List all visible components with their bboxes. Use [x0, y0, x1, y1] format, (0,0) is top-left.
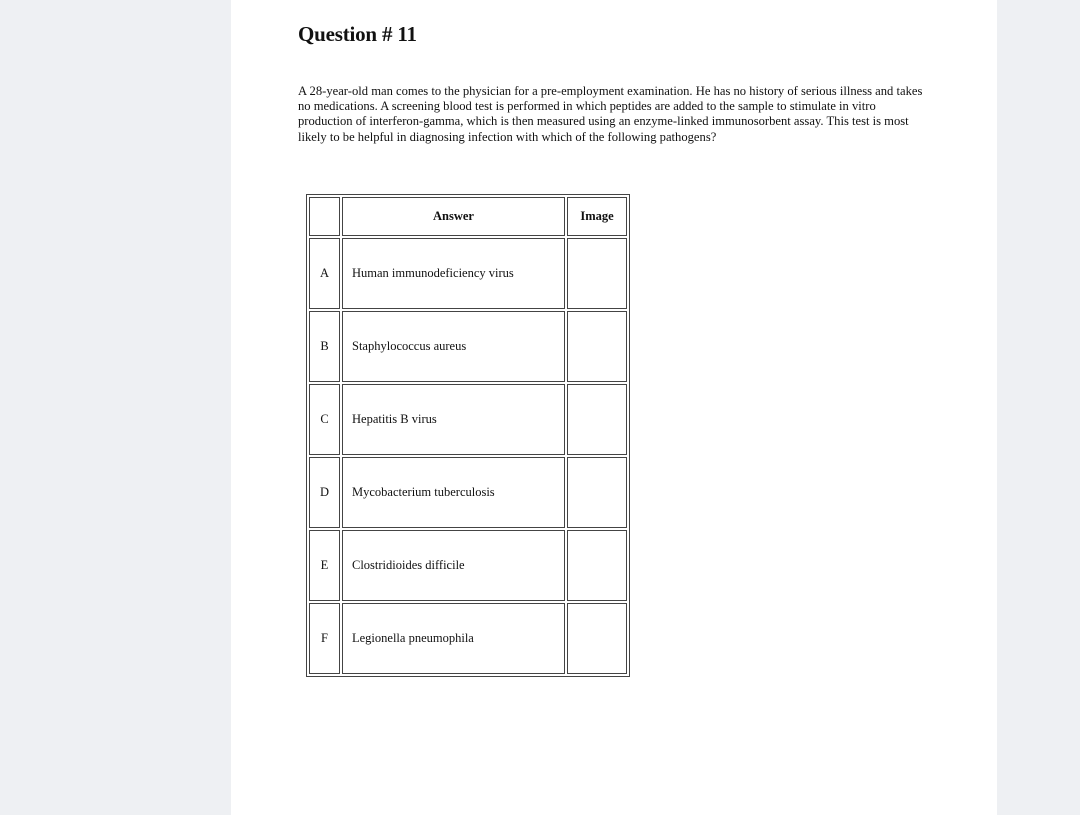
option-image [567, 311, 627, 382]
option-image [567, 530, 627, 601]
header-letter [309, 197, 340, 236]
answer-row-f[interactable] [309, 603, 627, 674]
question-text: A 28-year-old man comes to the physician for a pre-employment examination. He has no history of serious illness and takes no medications. A screening blood test is performed in which peptides are added to the sample to stimulate in vitro production of interferon-gamma, which is then measured using an enzyme-linked immunosorbent assay. This test is most likely to be helpful in diagnosing infection with which of the following pathogens? [298, 84, 923, 144]
header-image: Image [567, 197, 627, 236]
option-answer: Hepatitis B virus [342, 384, 565, 455]
option-answer: Mycobacterium tuberculosis [342, 457, 565, 528]
option-letter: C [309, 384, 340, 455]
option-image [567, 384, 627, 455]
option-answer: Human immunodeficiency virus [342, 238, 565, 309]
option-letter: A [309, 238, 340, 309]
header-answer: Answer [342, 197, 565, 236]
option-image [567, 603, 627, 674]
table-header-row [309, 197, 627, 236]
answer-row-a[interactable] [309, 238, 627, 309]
option-answer: Staphylococcus aureus [342, 311, 565, 382]
option-image [567, 238, 627, 309]
answer-row-e[interactable] [309, 530, 627, 601]
option-letter: F [309, 603, 340, 674]
question-title: Question # 11 [298, 22, 417, 46]
answer-row-c[interactable] [309, 384, 627, 455]
option-answer: Clostridioides difficile [342, 530, 565, 601]
answer-row-d[interactable] [309, 457, 627, 528]
answer-table [306, 194, 630, 677]
option-letter: B [309, 311, 340, 382]
option-image [567, 457, 627, 528]
option-answer: Legionella pneumophila [342, 603, 565, 674]
option-letter: E [309, 530, 340, 601]
answer-row-b[interactable] [309, 311, 627, 382]
document-page [231, 0, 997, 815]
option-letter: D [309, 457, 340, 528]
